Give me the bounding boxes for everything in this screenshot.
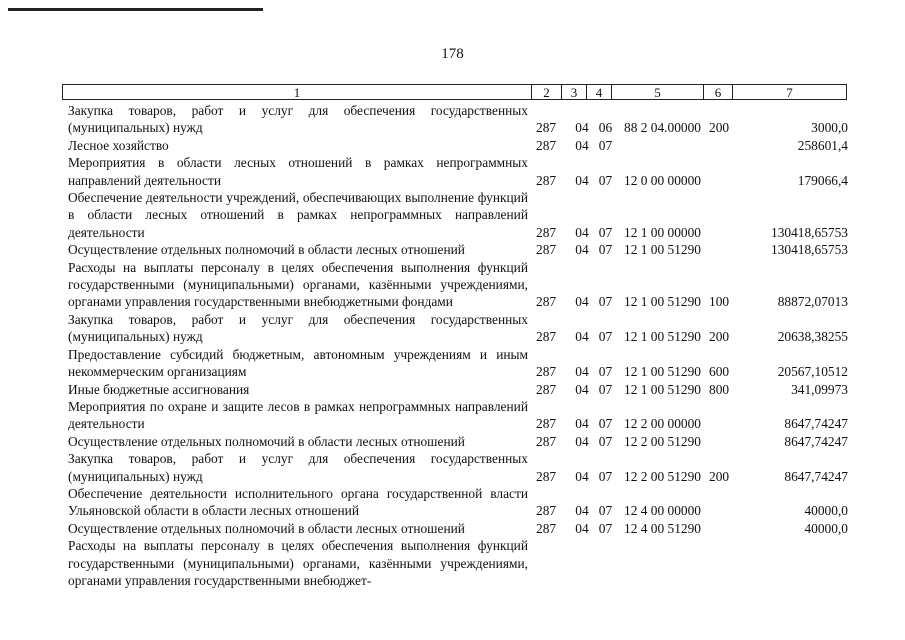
table-row	[68, 189, 852, 241]
budget-table-body	[68, 102, 852, 589]
table-row	[68, 398, 852, 433]
row-description: Закупка товаров, работ и услуг для обеспечения государственных (муниципальных) нужд	[68, 451, 528, 484]
code-section: 04	[575, 416, 589, 432]
column-header-2: 2	[532, 85, 562, 99]
row-description: Мероприятия в области лесных отношений в рамках непрограммных направлений деятельности	[68, 155, 528, 188]
code-ministry: 287	[536, 294, 557, 310]
amount: 179066,4	[797, 172, 848, 188]
code-section: 04	[575, 172, 589, 188]
code-section: 04	[575, 329, 589, 345]
code-subsection: 06	[598, 120, 613, 136]
row-description: Расходы на выплаты персоналу в целях обеспечения выполнения функций государственными (муниципальными) органами, казёнными учреждениями, органами управления государственными внебюджетными фондами	[68, 259, 528, 310]
amount: 8647,74247	[784, 416, 848, 432]
row-description: Закупка товаров, работ и услуг для обеспечения государственных (муниципальных) нужд	[68, 311, 528, 345]
code-subsection: 07	[598, 224, 613, 240]
table-row	[68, 381, 852, 398]
table-row	[68, 137, 852, 154]
code-section: 04	[575, 294, 589, 310]
code-subsection: 07	[598, 520, 613, 536]
row-description: Обеспечение деятельности учреждений, обеспечивающих выполнение функций в области лесных отношений в рамках непрограммных направлений деятельности	[68, 190, 528, 240]
column-header-4: 4	[587, 85, 612, 99]
code-section: 04	[575, 433, 589, 449]
code-expense-type: 100	[709, 294, 730, 310]
code-expense-type: 800	[709, 381, 730, 397]
column-header-row	[62, 84, 847, 100]
code-target-article: 12 1 00 51290	[624, 242, 701, 258]
column-header-7: 7	[786, 85, 793, 100]
amount: 3000,0	[811, 120, 848, 136]
code-subsection: 07	[598, 242, 613, 258]
code-section: 04	[575, 520, 589, 536]
amount: 8647,74247	[784, 433, 848, 449]
row-description: Осуществление отдельных полномочий в области лесных отношений	[68, 242, 465, 258]
code-subsection: 07	[598, 468, 613, 484]
row-description: Расходы на выплаты персоналу в целях обеспечения выполнения функций государственными (муниципальными) органами, казёнными учреждениями, органами управления государственными внебюджет-	[68, 538, 528, 588]
amount: 130418,65753	[771, 224, 848, 240]
code-ministry: 287	[536, 503, 557, 519]
code-ministry: 287	[536, 172, 557, 188]
table-row	[68, 346, 852, 381]
code-ministry: 287	[536, 468, 557, 484]
code-expense-type: 200	[709, 120, 730, 136]
code-target-article: 12 2 00 51290	[624, 433, 701, 449]
code-subsection: 07	[598, 433, 613, 449]
amount: 341,09973	[791, 381, 848, 397]
code-subsection: 07	[598, 381, 613, 397]
code-target-article: 12 1 00 00000	[624, 224, 701, 240]
code-target-article: 88 2 04.00000	[624, 120, 701, 136]
code-section: 04	[575, 468, 589, 484]
code-target-article: 12 0 00 00000	[624, 172, 701, 188]
table-row	[68, 311, 852, 346]
table-row	[68, 259, 852, 311]
column-header-1: 1	[63, 85, 532, 99]
code-subsection: 07	[598, 364, 613, 380]
table-row	[68, 450, 852, 485]
code-ministry: 287	[536, 381, 557, 397]
code-subsection: 07	[598, 329, 613, 345]
code-target-article: 12 1 00 51290	[624, 294, 701, 310]
code-expense-type: 600	[709, 364, 730, 380]
code-subsection: 07	[598, 172, 613, 188]
row-description: Иные бюджетные ассигнования	[68, 381, 250, 397]
code-target-article: 12 2 00 00000	[624, 416, 701, 432]
column-header-5: 5	[612, 85, 704, 99]
row-description: Мероприятия по охране и защите лесов в рамках непрограммных направлений деятельности	[68, 398, 528, 432]
code-subsection: 07	[598, 416, 613, 432]
code-ministry: 287	[536, 433, 557, 449]
code-ministry: 287	[536, 224, 557, 240]
row-description: Осуществление отдельных полномочий в области лесных отношений	[68, 520, 465, 536]
code-ministry: 287	[536, 137, 557, 153]
amount: 130418,65753	[771, 242, 848, 258]
code-section: 04	[575, 364, 589, 380]
row-description: Закупка товаров, работ и услуг для обеспечения государственных (муниципальных) нужд	[68, 103, 528, 136]
column-header-3: 3	[562, 85, 587, 99]
row-description: Осуществление отдельных полномочий в области лесных отношений	[68, 433, 465, 449]
table-row	[68, 241, 852, 258]
amount: 258601,4	[797, 137, 848, 153]
code-subsection: 07	[598, 294, 613, 310]
code-target-article: 12 1 00 51290	[624, 329, 701, 345]
table-row	[68, 537, 852, 589]
code-target-article: 12 2 00 51290	[624, 468, 701, 484]
code-ministry: 287	[536, 120, 557, 136]
column-header-6: 6	[704, 85, 733, 99]
table-row	[68, 154, 852, 189]
code-ministry: 287	[536, 364, 557, 380]
amount: 40000,0	[804, 520, 848, 536]
amount: 20567,10512	[777, 364, 848, 380]
row-description: Обеспечение деятельности исполнительного органа государственной власти Ульяновской области в области лесных отношений	[68, 485, 528, 519]
amount: 20638,38255	[777, 329, 848, 345]
code-ministry: 287	[536, 520, 557, 536]
code-ministry: 287	[536, 329, 557, 345]
top-rule	[8, 8, 263, 11]
code-section: 04	[575, 137, 589, 153]
amount: 40000,0	[804, 503, 848, 519]
code-section: 04	[575, 503, 589, 519]
amount: 8647,74247	[784, 468, 848, 484]
amount: 88872,07013	[777, 294, 848, 310]
table-row	[68, 102, 852, 137]
code-section: 04	[575, 242, 589, 258]
code-target-article: 12 4 00 51290	[624, 520, 701, 536]
table-row	[68, 520, 852, 537]
code-expense-type: 200	[709, 329, 730, 345]
code-ministry: 287	[536, 242, 557, 258]
code-target-article: 12 1 00 51290	[624, 364, 701, 380]
code-target-article: 12 4 00 00000	[624, 503, 701, 519]
code-ministry: 287	[536, 416, 557, 432]
table-row	[68, 433, 852, 450]
code-section: 04	[575, 120, 589, 136]
code-subsection: 07	[598, 503, 613, 519]
code-expense-type: 200	[709, 468, 730, 484]
table-row	[68, 485, 852, 520]
code-target-article: 12 1 00 51290	[624, 381, 701, 397]
page-number: 178	[441, 46, 464, 62]
code-subsection: 07	[598, 137, 613, 153]
row-description: Предоставление субсидий бюджетным, автономным учреждениям и иным некоммерческим организациям	[68, 346, 528, 380]
row-description: Лесное хозяйство	[68, 137, 169, 153]
code-section: 04	[575, 224, 589, 240]
code-section: 04	[575, 381, 589, 397]
